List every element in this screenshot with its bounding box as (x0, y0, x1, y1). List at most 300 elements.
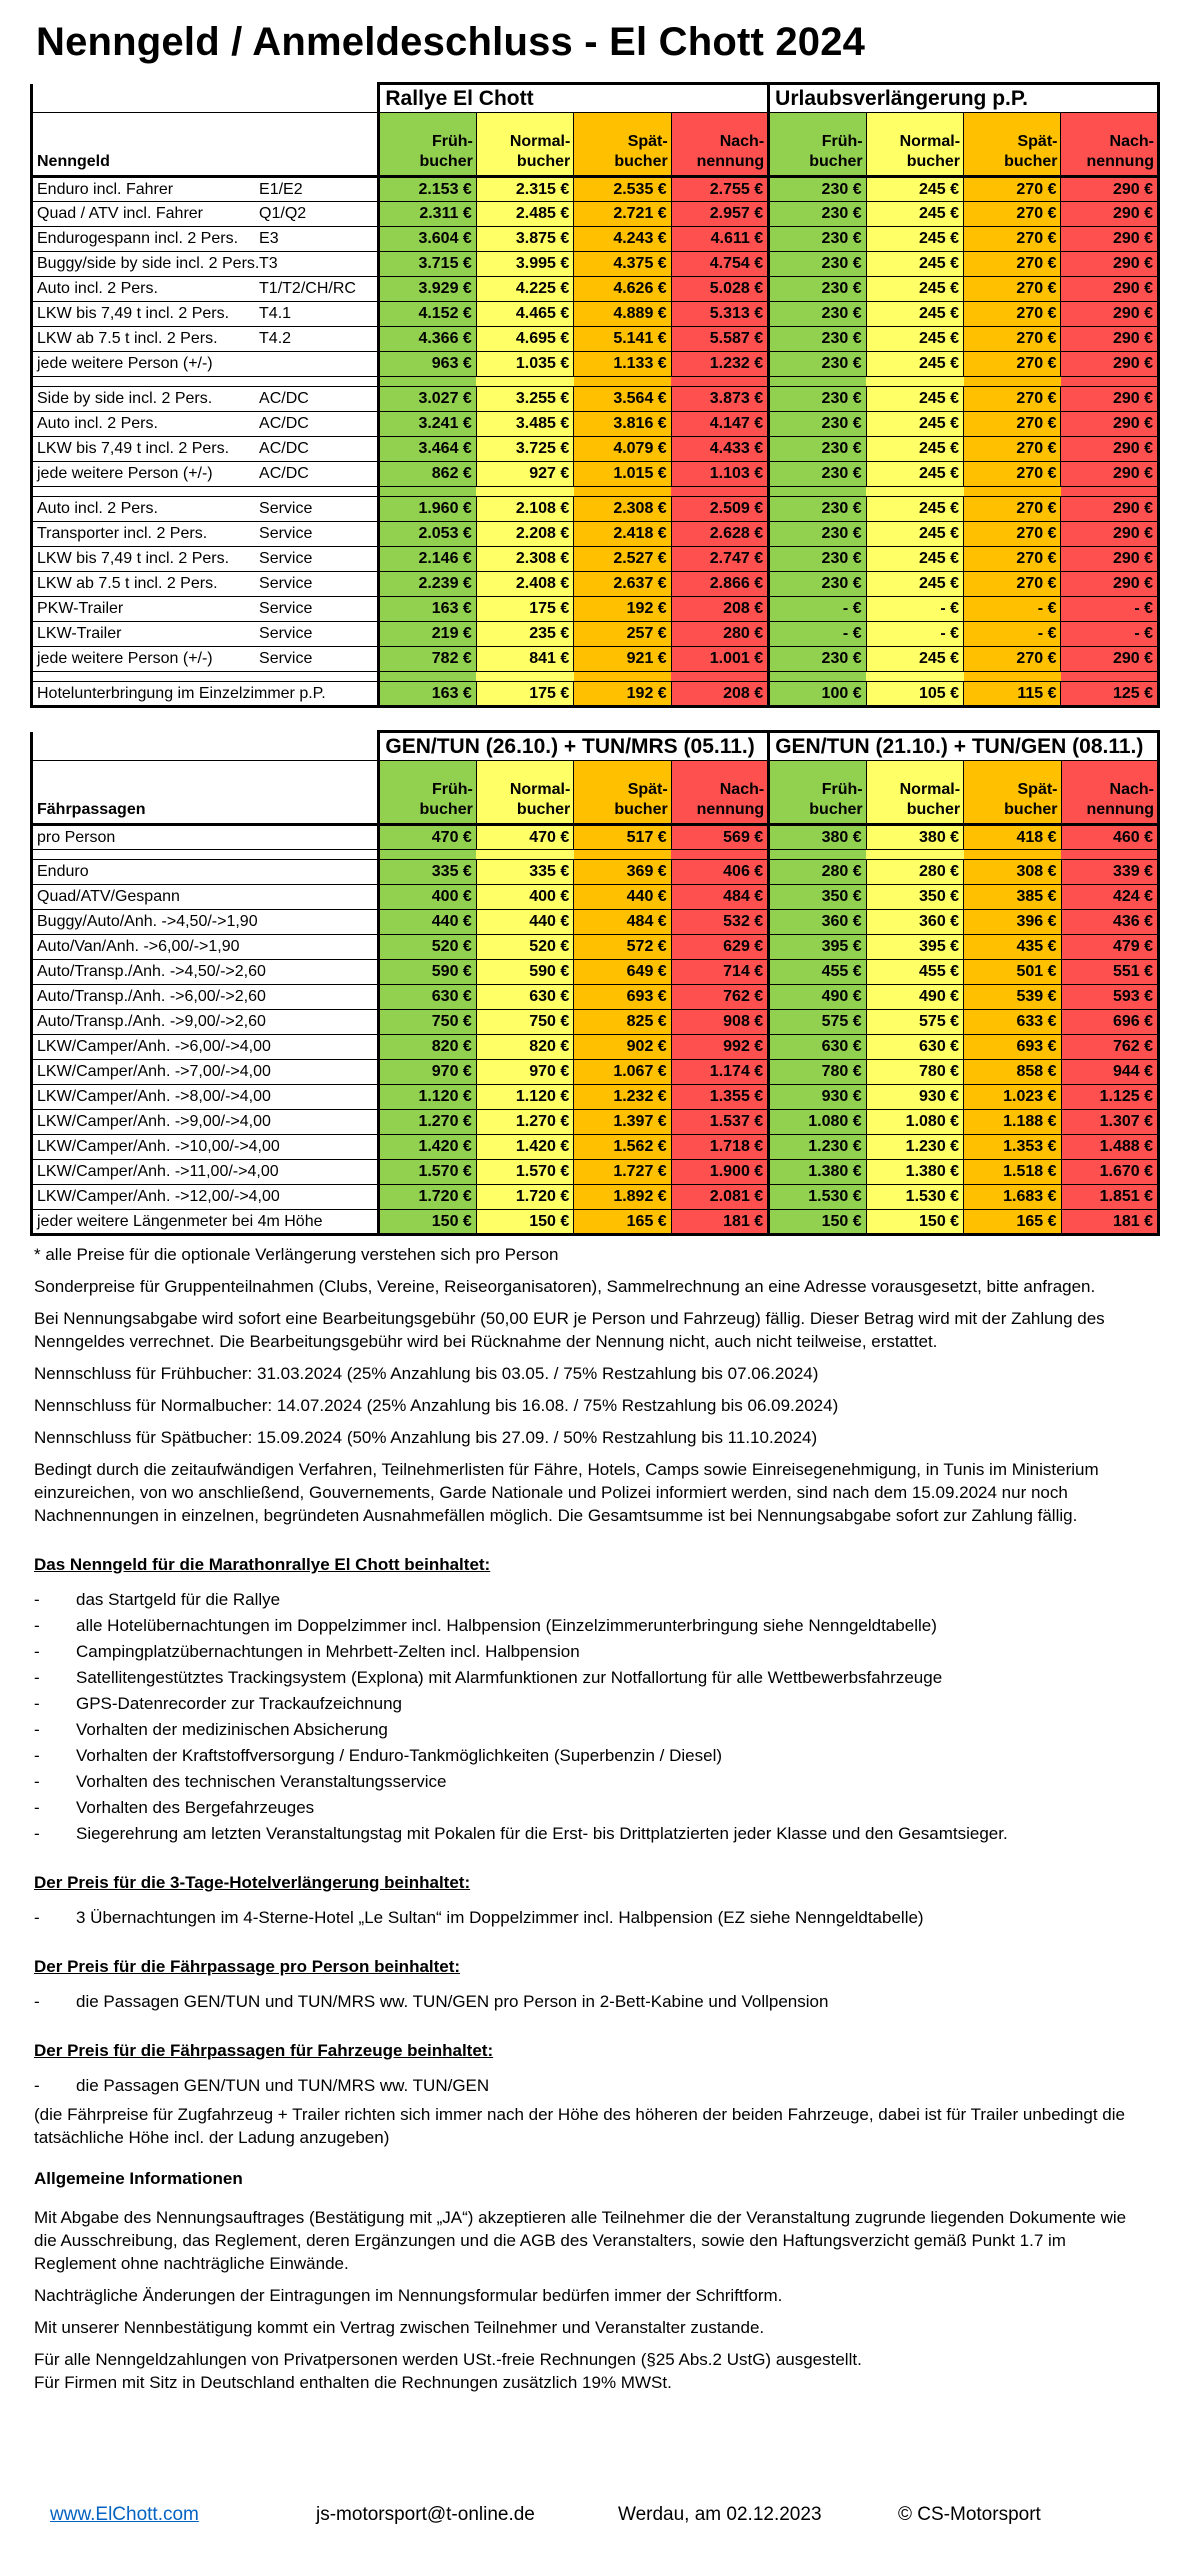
price-cell: 1.718 € (671, 1135, 768, 1160)
price-cell: 395 € (769, 935, 866, 960)
list-bullet: - (34, 1720, 40, 1739)
price-cell: 2.153 € (379, 177, 476, 202)
price-cell: 245 € (866, 462, 963, 487)
price-cell: 1.537 € (671, 1110, 768, 1135)
column-header-line-2: nennung (1086, 153, 1154, 170)
price-cell: 3.564 € (574, 387, 671, 412)
note-group-prices: Sonderpreise für Gruppenteilnahmen (Clubs, Vereine, Reiseorganisatoren), Sammelrechnung an eine Adresse vorausgesetzt, bitte anfragen. (34, 1277, 1096, 1296)
price-cell: 1.397 € (574, 1110, 671, 1135)
row-class: Q1/Q2 (256, 202, 379, 227)
price-cell: 3.875 € (476, 227, 573, 252)
price-cell: 762 € (1061, 1035, 1159, 1060)
separator-cell (256, 850, 379, 860)
price-cell: 825 € (574, 1010, 671, 1035)
price-cell: 105 € (866, 682, 963, 707)
price-cell: 418 € (964, 825, 1061, 850)
section-title-fee-includes: Das Nenngeld für die Marathonrallye El Chott beinhaltet: (34, 1555, 491, 1574)
price-cell: 350 € (866, 885, 963, 910)
separator-cell (769, 672, 866, 682)
ferry-vehicle-list (34, 2074, 1144, 2097)
price-cell: 820 € (379, 1035, 476, 1060)
separator-cell (769, 377, 866, 387)
row-class: T3 (256, 252, 379, 277)
table-corner (32, 84, 379, 113)
price-cell: 4.695 € (476, 327, 573, 352)
price-cell: 270 € (964, 327, 1061, 352)
row-label: Quad/ATV/Gespann (32, 885, 257, 910)
table-row (32, 387, 1159, 412)
price-cell: 2.308 € (476, 547, 573, 572)
row-class (256, 860, 379, 885)
price-cell: 230 € (769, 437, 866, 462)
row-class: Service (256, 647, 379, 672)
price-cell: 1.420 € (379, 1135, 476, 1160)
price-cell: 208 € (671, 597, 768, 622)
hotel-extension-list (34, 1906, 1144, 1929)
price-cell: 125 € (1061, 682, 1159, 707)
separator-cell (964, 487, 1061, 497)
row-header: Fährpassagen (32, 761, 379, 825)
price-cell: 858 € (964, 1060, 1061, 1085)
price-cell: 192 € (574, 682, 671, 707)
row-class: AC/DC (256, 412, 379, 437)
list-item-text: Vorhalten der Kraftstoffversorgung / Enduro-Tankmöglichkeiten (Superbenzin / Diesel) (76, 1746, 723, 1765)
list-bullet: - (34, 1824, 40, 1843)
column-header-line-1: Spät- (1017, 781, 1058, 798)
row-label: Enduro (32, 860, 257, 885)
price-cell: 3.604 € (379, 227, 476, 252)
price-cell: 270 € (964, 462, 1061, 487)
price-cell: 3.027 € (379, 387, 476, 412)
invoice-private: Für alle Nenngeldzahlungen von Privatpersonen werden USt.-freie Rechnungen (§25 Abs.2 UstG) ausgestellt. (34, 2350, 862, 2369)
list-bullet: - (34, 1616, 40, 1635)
price-cell: 230 € (769, 572, 866, 597)
price-cell: 270 € (964, 302, 1061, 327)
column-header-line-1: Normal- (509, 133, 571, 150)
price-cell: 165 € (964, 1210, 1061, 1235)
price-cell: 424 € (1061, 885, 1159, 910)
row-label: Auto/Transp./Anh. ->6,00/->2,60 (32, 985, 257, 1010)
table-row (32, 825, 1159, 850)
table-row (32, 1160, 1159, 1185)
row-class: E3 (256, 227, 379, 252)
price-cell: 175 € (476, 682, 573, 707)
column-header-line-2: bucher (906, 153, 961, 170)
separator-cell (964, 377, 1061, 387)
table-row (32, 597, 1159, 622)
price-cell: 100 € (769, 682, 866, 707)
price-cell: 2.755 € (671, 177, 768, 202)
price-cell: 633 € (964, 1010, 1061, 1035)
separator-cell (476, 850, 573, 860)
table-row (32, 1210, 1159, 1235)
price-cell: 181 € (671, 1210, 768, 1235)
price-cell: 280 € (769, 860, 866, 885)
column-header-line-2: bucher (419, 153, 473, 170)
row-class: Service (256, 622, 379, 647)
price-cell: 150 € (866, 1210, 963, 1235)
column-header-4 (671, 113, 768, 177)
price-cell: 5.313 € (671, 302, 768, 327)
price-cell: 230 € (769, 497, 866, 522)
section-title-hotel-extension: Der Preis für die 3-Tage-Hotelverlängerung beinhaltet: (34, 1873, 471, 1892)
price-cell: 270 € (964, 252, 1061, 277)
price-cell: 440 € (476, 910, 573, 935)
price-cell: 820 € (476, 1035, 573, 1060)
separator-cell (476, 377, 573, 387)
price-cell: 484 € (574, 910, 671, 935)
price-cell: 1.125 € (1061, 1085, 1159, 1110)
price-cell: 5.028 € (671, 277, 768, 302)
price-cell: 517 € (574, 825, 671, 850)
list-bullet: - (34, 2076, 40, 2095)
price-cell: 2.311 € (379, 202, 476, 227)
list-item-text: 3 Übernachtungen im 4-Sterne-Hotel „Le Sultan“ im Doppelzimmer incl. Halbpension (EZ siehe Nenngeldtabelle) (76, 1908, 924, 1927)
notes-section (34, 1243, 1144, 2394)
separator-cell (32, 487, 257, 497)
price-cell: 1.232 € (574, 1085, 671, 1110)
price-cell: 385 € (964, 885, 1061, 910)
price-cell: 230 € (769, 647, 866, 672)
row-class: Service (256, 547, 379, 572)
price-cell: 380 € (769, 825, 866, 850)
price-cell: 406 € (671, 860, 768, 885)
column-header-7 (964, 761, 1061, 825)
column-header-line-1: Normal- (899, 781, 961, 798)
general-info-terms: Mit Abgabe des Nennungsauftrages (Bestätigung mit „JA“) akzeptieren alle Teilnehmer die der Veranstaltung zugrunde liegenden Dokumente wie die Ausschreibung, das Reglement, deren Ergänzungen und die AGB des Veranstalters, sowie den Haftungsverzicht gemäß Punkt 1.7 im Reglement ohne nachträgliche Einwände. (34, 2208, 1127, 2273)
price-cell: - € (1061, 622, 1159, 647)
price-cell: 1.892 € (574, 1185, 671, 1210)
price-cell: 630 € (476, 985, 573, 1010)
separator-cell (32, 672, 257, 682)
price-cell: 902 € (574, 1035, 671, 1060)
price-cell: 175 € (476, 597, 573, 622)
general-info-contract: Mit unserer Nennbestätigung kommt ein Vertrag zwischen Teilnehmer und Veranstalter zustande. (34, 2318, 765, 2337)
price-cell: 245 € (866, 387, 963, 412)
separator-cell (671, 672, 768, 682)
column-header-line-1: Spät- (627, 781, 668, 798)
list-bullet: - (34, 1694, 40, 1713)
price-cell: 470 € (379, 825, 476, 850)
separator-cell (574, 377, 671, 387)
price-cell: 1.488 € (1061, 1135, 1159, 1160)
price-cell: 400 € (379, 885, 476, 910)
row-label: LKW/Camper/Anh. ->8,00/->4,00 (32, 1085, 257, 1110)
price-cell: 245 € (866, 227, 963, 252)
price-cell: 569 € (671, 825, 768, 850)
list-bullet: - (34, 1908, 40, 1927)
price-cell: 369 € (574, 860, 671, 885)
separator-cell (1061, 377, 1159, 387)
list-bullet: - (34, 1772, 40, 1791)
price-cell: 2.239 € (379, 572, 476, 597)
separator-cell (379, 672, 476, 682)
price-cell: 380 € (866, 825, 963, 850)
price-cell: 1.960 € (379, 497, 476, 522)
price-cell: 350 € (769, 885, 866, 910)
column-header-line-2: bucher (614, 801, 668, 818)
column-header-2 (476, 113, 573, 177)
column-header-line-1: Nach- (1109, 781, 1154, 798)
website-link[interactable]: www.ElChott.com (50, 2504, 199, 2525)
table-row (32, 682, 1159, 707)
price-cell: 2.408 € (476, 572, 573, 597)
row-label: Auto incl. 2 Pers. (32, 412, 257, 437)
price-cell: 230 € (769, 177, 866, 202)
separator-cell (476, 672, 573, 682)
price-cell: 532 € (671, 910, 768, 935)
separator-cell (379, 377, 476, 387)
list-item (34, 1666, 1144, 1689)
price-cell: 2.527 € (574, 547, 671, 572)
price-cell: 270 € (964, 572, 1061, 597)
list-item-text: GPS-Datenrecorder zur Trackaufzeichnung (76, 1694, 402, 1713)
row-label: Buggy/side by side incl. 2 Pers. (32, 252, 257, 277)
price-cell: 1.270 € (379, 1110, 476, 1135)
price-cell: 1.720 € (379, 1185, 476, 1210)
list-item-text: die Passagen GEN/TUN und TUN/MRS ww. TUN/GEN (76, 2076, 490, 2095)
price-cell: 455 € (866, 960, 963, 985)
separator-cell (379, 487, 476, 497)
row-class: Service (256, 597, 379, 622)
price-cell: 780 € (866, 1060, 963, 1085)
price-cell: 1.353 € (964, 1135, 1061, 1160)
list-bullet: - (34, 1992, 40, 2011)
price-cell: 2.208 € (476, 522, 573, 547)
column-header-line-1: Nach- (719, 781, 765, 798)
row-label: Buggy/Auto/Anh. ->4,50/->1,90 (32, 910, 257, 935)
price-cell: 908 € (671, 1010, 768, 1035)
column-header-line-2: bucher (1004, 153, 1058, 170)
table-row (32, 1185, 1159, 1210)
column-header-line-1: Nach- (1109, 133, 1154, 150)
price-cell: 235 € (476, 622, 573, 647)
table-row (32, 1110, 1159, 1135)
price-cell: 150 € (379, 1210, 476, 1235)
ferry-fee-table (30, 730, 1160, 1236)
price-cell: 339 € (1061, 860, 1159, 885)
price-cell: 245 € (866, 522, 963, 547)
price-cell: 1.080 € (769, 1110, 866, 1135)
price-cell: 1.530 € (769, 1185, 866, 1210)
price-cell: 230 € (769, 302, 866, 327)
price-cell: 440 € (574, 885, 671, 910)
price-cell: 163 € (379, 682, 476, 707)
price-cell: 1.307 € (1061, 1110, 1159, 1135)
price-cell: 2.721 € (574, 202, 671, 227)
row-label: LKW ab 7.5 t incl. 2 Pers. (32, 327, 257, 352)
row-label: jede weitere Person (+/-) (32, 462, 257, 487)
separator-cell (32, 850, 257, 860)
price-cell: 1.015 € (574, 462, 671, 487)
price-cell: 490 € (866, 985, 963, 1010)
price-cell: 3.873 € (671, 387, 768, 412)
price-cell: 1.067 € (574, 1060, 671, 1085)
price-cell: 230 € (769, 277, 866, 302)
table-row (32, 277, 1159, 302)
list-item (34, 1718, 1144, 1741)
price-cell: 245 € (866, 177, 963, 202)
note-late-entries: Bedingt durch die zeitaufwändigen Verfahren, Teilnehmerlisten für Fähre, Hotels, Camps sowie Einreisegenehmigung, in Tunis im Ministerium einzureichen, von wo anschließend, Gouvernements, Garde Nationale und Polizei informiert werden, sind nach dem 15.09.2024 nur noch Nachnennungen in einzelnen, begründeten Ausnahmefällen möglich. Die Gesamtsumme ist bei Nennungsabgabe sofort zur Zahlung fällig. (34, 1460, 1099, 1525)
column-header-line-1: Spät- (627, 133, 668, 150)
list-item (34, 1990, 1144, 2013)
price-cell: 192 € (574, 597, 671, 622)
price-cell: 992 € (671, 1035, 768, 1060)
separator-cell (256, 672, 379, 682)
price-cell: 1.900 € (671, 1160, 768, 1185)
price-cell: 3.255 € (476, 387, 573, 412)
row-label: Endurogespann incl. 2 Pers. (32, 227, 257, 252)
row-class (256, 985, 379, 1010)
price-cell: 5.587 € (671, 327, 768, 352)
table-row (32, 462, 1159, 487)
price-cell: 1.120 € (379, 1085, 476, 1110)
price-cell: 230 € (769, 522, 866, 547)
column-header-line-1: Normal- (509, 781, 571, 798)
price-cell: 1.683 € (964, 1185, 1061, 1210)
price-cell: 762 € (671, 985, 768, 1010)
column-header-8 (1061, 761, 1159, 825)
row-class: T1/T2/CH/RC (256, 277, 379, 302)
fee-includes-list (34, 1588, 1144, 1845)
price-cell: 290 € (1061, 277, 1159, 302)
table-row (32, 1035, 1159, 1060)
row-class: Service (256, 572, 379, 597)
price-cell: 714 € (671, 960, 768, 985)
price-cell: 115 € (964, 682, 1061, 707)
row-label: Enduro incl. Fahrer (32, 177, 257, 202)
table-row (32, 622, 1159, 647)
separator-cell (671, 487, 768, 497)
price-cell: 219 € (379, 622, 476, 647)
price-cell: 335 € (476, 860, 573, 885)
row-class: AC/DC (256, 437, 379, 462)
price-cell: 280 € (866, 860, 963, 885)
list-item (34, 1744, 1144, 1767)
price-cell: 4.225 € (476, 277, 573, 302)
price-cell: 290 € (1061, 252, 1159, 277)
price-cell: 5.141 € (574, 327, 671, 352)
column-header-2 (476, 761, 573, 825)
price-cell: 230 € (769, 327, 866, 352)
separator-cell (574, 672, 671, 682)
price-cell: 257 € (574, 622, 671, 647)
price-cell: 1.270 € (476, 1110, 573, 1135)
column-header-line-2: bucher (419, 801, 473, 818)
separator-cell (379, 850, 476, 860)
price-cell: 1.570 € (476, 1160, 573, 1185)
price-cell: 4.375 € (574, 252, 671, 277)
contact-email[interactable]: js-motorsport@t-online.de (316, 2504, 535, 2525)
column-header-line-2: bucher (809, 801, 863, 818)
price-cell: 4.147 € (671, 412, 768, 437)
price-cell: 930 € (769, 1085, 866, 1110)
list-item-text: Vorhalten des technischen Veranstaltungsservice (76, 1772, 447, 1791)
price-cell: - € (1061, 597, 1159, 622)
separator-cell (574, 850, 671, 860)
price-cell: 862 € (379, 462, 476, 487)
price-cell: 230 € (769, 202, 866, 227)
column-header-line-1: Früh- (431, 781, 473, 798)
price-cell: 944 € (1061, 1060, 1159, 1085)
price-cell: 1.355 € (671, 1085, 768, 1110)
price-cell: 1.188 € (964, 1110, 1061, 1135)
price-cell: 2.146 € (379, 547, 476, 572)
price-cell: 290 € (1061, 522, 1159, 547)
price-cell: 1.120 € (476, 1085, 573, 1110)
table-row (32, 437, 1159, 462)
table-row (32, 860, 1159, 885)
note-deadline-normal: Nennschluss für Normalbucher: 14.07.2024 (25% Anzahlung bis 16.08. / 75% Restzahlung bis 06.09.2024) (34, 1396, 839, 1415)
row-class (256, 1010, 379, 1035)
table-row (32, 412, 1159, 437)
table-row (32, 227, 1159, 252)
price-cell: 470 € (476, 825, 573, 850)
price-cell: - € (769, 622, 866, 647)
price-cell: 3.464 € (379, 437, 476, 462)
price-cell: 163 € (379, 597, 476, 622)
price-cell: 308 € (964, 860, 1061, 885)
price-cell: 290 € (1061, 497, 1159, 522)
price-cell: 290 € (1061, 387, 1159, 412)
page-title: Nenngeld / Anmeldeschluss - El Chott 2024 (36, 20, 866, 64)
price-cell: 270 € (964, 227, 1061, 252)
price-cell: 245 € (866, 437, 963, 462)
price-cell: 841 € (476, 647, 573, 672)
list-item-text: Campingplatzübernachtungen in Mehrbett-Zelten incl. Halbpension (76, 1642, 580, 1661)
price-cell: 750 € (379, 1010, 476, 1035)
price-cell: 970 € (476, 1060, 573, 1085)
price-cell: 2.053 € (379, 522, 476, 547)
ferry-vehicle-note: (die Fährpreise für Zugfahrzeug + Trailer richten sich immer nach der Höhe des höheren der beiden Fahrzeuge, dabei ist für Trailer unbedingt die tatsächliche Höhe incl. der Ladung anzugeben) (34, 2105, 1125, 2147)
price-cell: 396 € (964, 910, 1061, 935)
price-cell: 270 € (964, 412, 1061, 437)
price-cell: 693 € (964, 1035, 1061, 1060)
column-header-line-2: bucher (516, 801, 571, 818)
price-cell: 575 € (769, 1010, 866, 1035)
price-cell: - € (769, 597, 866, 622)
price-cell: 245 € (866, 647, 963, 672)
price-cell: 2.866 € (671, 572, 768, 597)
row-label: jeder weitere Längenmeter bei 4m Höhe (32, 1210, 257, 1235)
table-row (32, 252, 1159, 277)
row-class (256, 885, 379, 910)
price-cell: 460 € (1061, 825, 1159, 850)
price-cell: 290 € (1061, 412, 1159, 437)
price-cell: 630 € (769, 1035, 866, 1060)
price-cell: 290 € (1061, 462, 1159, 487)
row-label: LKW/Camper/Anh. ->6,00/->4,00 (32, 1035, 257, 1060)
list-item-text: die Passagen GEN/TUN und TUN/MRS ww. TUN/GEN pro Person in 2-Bett-Kabine und Vollpension (76, 1992, 829, 2011)
column-header-line-1: Früh- (821, 133, 863, 150)
price-cell: 270 € (964, 647, 1061, 672)
column-header-line-2: bucher (809, 153, 863, 170)
row-label: jede weitere Person (+/-) (32, 647, 257, 672)
price-cell: 927 € (476, 462, 573, 487)
price-cell: 290 € (1061, 302, 1159, 327)
price-cell: 1.023 € (964, 1085, 1061, 1110)
price-cell: 270 € (964, 352, 1061, 377)
note-deadline-early: Nennschluss für Frühbucher: 31.03.2024 (25% Anzahlung bis 03.05. / 75% Restzahlung bis 07.06.2024) (34, 1364, 819, 1383)
price-cell: 270 € (964, 497, 1061, 522)
column-header-7 (964, 113, 1061, 177)
row-label: Quad / ATV incl. Fahrer (32, 202, 257, 227)
list-bullet: - (34, 1668, 40, 1687)
column-header-5 (769, 761, 866, 825)
price-cell: - € (964, 597, 1061, 622)
separator-cell (866, 377, 963, 387)
table-row (32, 885, 1159, 910)
